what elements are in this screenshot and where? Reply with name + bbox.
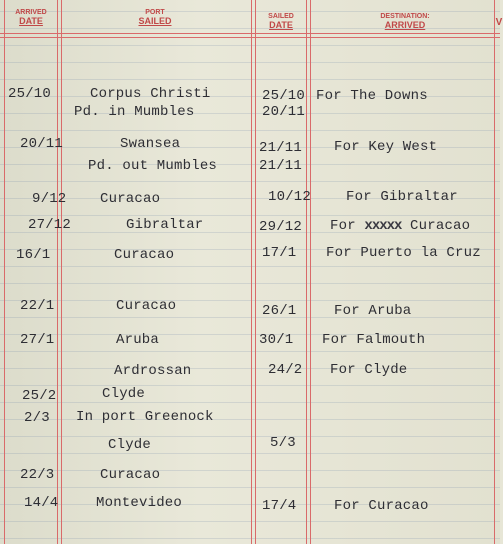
destination: For Gibraltar <box>346 189 458 205</box>
port-name: Montevideo <box>96 495 183 511</box>
sailed-date: 25/10 <box>262 88 306 104</box>
port-name: Pd. in Mumbles <box>74 104 195 120</box>
sailed-date: 26/1 <box>262 303 297 319</box>
arrived-date: 9/12 <box>32 191 67 207</box>
header-arrived-date <box>6 8 56 26</box>
arrived-date: 25/10 <box>8 86 52 102</box>
arrived-date: 22/3 <box>20 467 55 483</box>
header-arrived-bottom: DATE <box>19 16 43 26</box>
port-name: Curacao <box>100 191 161 207</box>
port-name: Curacao <box>116 298 177 314</box>
sailed-date: 10/12 <box>268 189 312 205</box>
sailed-date: 30/1 <box>259 332 294 348</box>
arrived-date: 25/2 <box>22 388 57 404</box>
arrived-date: 16/1 <box>16 247 51 263</box>
port-name: Ardrossan <box>114 363 192 379</box>
header-port-sailed <box>100 8 210 26</box>
arrived-date: 22/1 <box>20 298 55 314</box>
sailed-date: 21/11 <box>259 158 303 174</box>
sailed-date: 5/3 <box>270 435 296 451</box>
destination-prefix: For <box>330 218 356 234</box>
destination-suffix: Curacao <box>410 218 471 234</box>
arrived-date: 2/3 <box>24 410 50 426</box>
struck-out-word: xxxxx <box>364 218 402 234</box>
arrived-date: 27/12 <box>28 217 72 233</box>
destination: For Key West <box>334 139 438 155</box>
sailed-date: 24/2 <box>268 362 303 378</box>
destination: For The Downs <box>316 88 428 104</box>
port-name: Aruba <box>116 332 160 348</box>
header-arrived-top: ARRIVED <box>15 9 47 16</box>
destination: For Clyde <box>330 362 408 378</box>
destination: For Aruba <box>334 303 412 319</box>
destination <box>330 218 470 234</box>
sailed-date: 20/11 <box>262 104 306 120</box>
port-name: Corpus Christi <box>90 86 211 102</box>
sailed-date: 17/4 <box>262 498 297 514</box>
column-rule <box>310 0 311 544</box>
header-sailed-bottom: DATE <box>269 20 293 30</box>
header-port-bottom: SAILED <box>138 16 172 26</box>
port-name: Curacao <box>100 467 161 483</box>
port-name: Gibraltar <box>126 217 204 233</box>
sailed-date: 21/11 <box>259 140 303 156</box>
header-rule <box>0 33 500 34</box>
arrived-date: 27/1 <box>20 332 55 348</box>
column-rule <box>494 0 495 544</box>
sailed-date: 29/12 <box>259 219 303 235</box>
port-name: Swansea <box>120 136 181 152</box>
header-port-top: PORT <box>145 9 165 16</box>
header-destination-arrived <box>345 12 465 30</box>
header-rule <box>0 37 500 38</box>
destination: For Curacao <box>334 498 429 514</box>
port-name: Curacao <box>114 247 175 263</box>
header-sailed-date <box>257 12 305 30</box>
column-rule <box>61 0 62 544</box>
port-name: Clyde <box>102 386 146 402</box>
port-name: Clyde <box>108 437 152 453</box>
sailed-date: 17/1 <box>262 245 297 261</box>
column-rule <box>306 0 307 544</box>
column-rule <box>57 0 58 544</box>
column-rule <box>255 0 256 544</box>
header-destination-bottom: ARRIVED <box>384 20 426 30</box>
column-rule <box>251 0 252 544</box>
column-rule <box>4 0 5 544</box>
header-edge-letter: V <box>495 17 503 28</box>
destination: For Puerto la Cruz <box>326 245 481 261</box>
destination: For Falmouth <box>322 332 426 348</box>
arrived-date: 20/11 <box>20 136 64 152</box>
port-name: In port Greenock <box>76 409 214 425</box>
arrived-date: 14/4 <box>24 495 59 511</box>
header-sailed-top: SAILED <box>268 13 294 20</box>
port-name: Pd. out Mumbles <box>88 158 218 174</box>
header-destination-top: DESTINATION: <box>380 13 430 20</box>
